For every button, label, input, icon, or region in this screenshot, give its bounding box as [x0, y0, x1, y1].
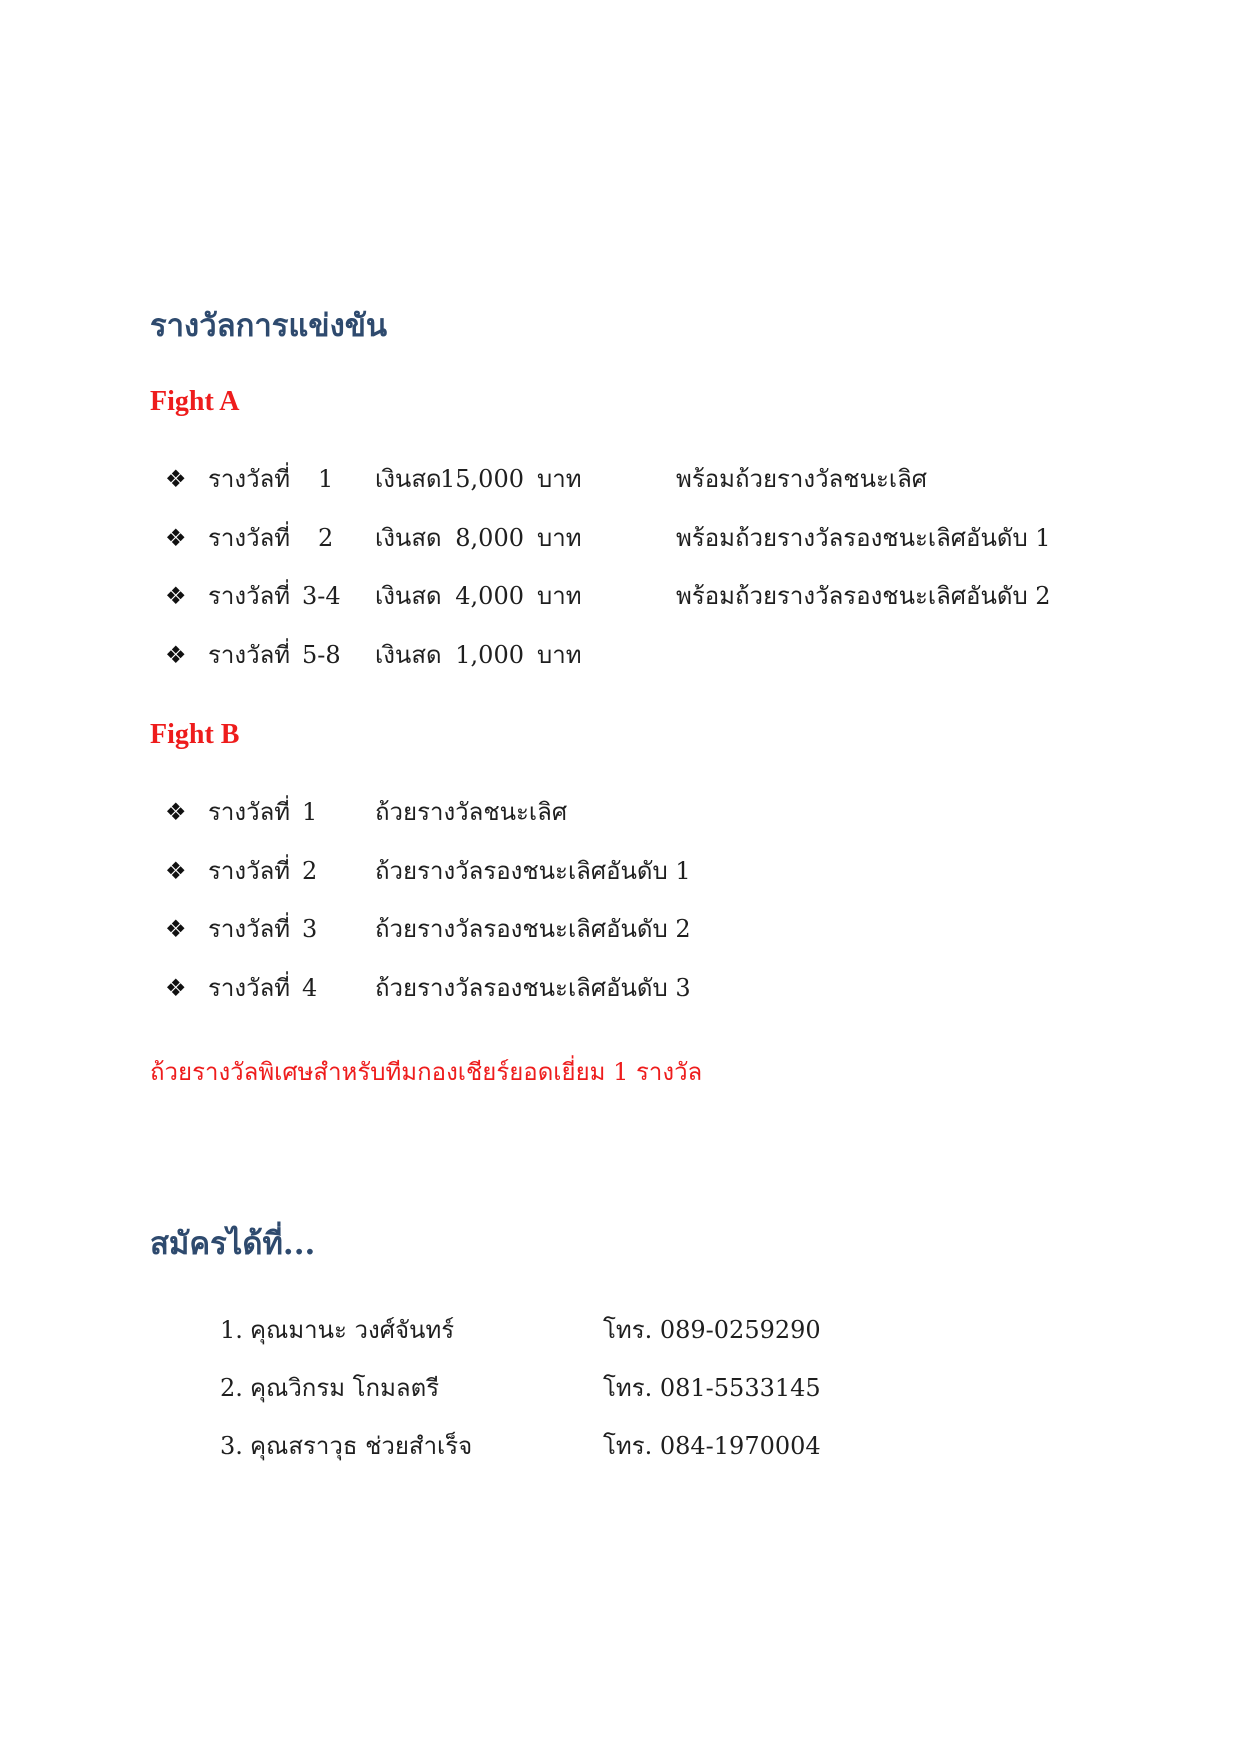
contact-index: 1. [220, 1316, 243, 1344]
prize-label: รางวัลที่ [208, 641, 291, 669]
diamond-bullet-icon: ❖ [165, 641, 187, 669]
trophy-description: ถ้วยรางวัลรองชนะเลิศอันดับ 3 [375, 974, 691, 1002]
contact-row [0, 1368, 1240, 1408]
contact-name: คุณวิกรม โกมลตรี [250, 1374, 440, 1402]
contact-index: 2. [220, 1374, 243, 1402]
fight-b-prize-row [0, 909, 1240, 949]
cash-amount: 8,000 [455, 524, 524, 552]
currency-unit: บาท [537, 524, 582, 552]
apply-section-title: สมัครได้ที่... [150, 1226, 316, 1262]
prize-number: 3-4 [302, 582, 341, 610]
prize-label: รางวัลที่ [208, 524, 291, 552]
diamond-bullet-icon: ❖ [165, 974, 187, 1002]
fight-b-prize-row [0, 851, 1240, 891]
prize-label: รางวัลที่ [208, 915, 291, 943]
currency-unit: บาท [537, 641, 582, 669]
prize-number: 3 [302, 915, 318, 943]
diamond-bullet-icon: ❖ [165, 582, 187, 610]
contact-name: คุณมานะ วงศ์จันทร์ [250, 1316, 455, 1344]
fight-b-prize-row [0, 968, 1240, 1008]
prize-label: รางวัลที่ [208, 582, 291, 610]
trophy-description: พร้อมถ้วยรางวัลรองชนะเลิศอันดับ 1 [676, 524, 1051, 552]
fight-a-prize-row [0, 635, 1240, 675]
contact-phone: โทร. 084-1970004 [603, 1432, 821, 1460]
prize-label: รางวัลที่ [208, 798, 291, 826]
fight-a-heading: Fight A [150, 386, 240, 417]
diamond-bullet-icon: ❖ [165, 798, 187, 826]
currency-unit: บาท [537, 582, 582, 610]
contact-name: คุณสราวุธ ช่วยสำเร็จ [250, 1432, 473, 1460]
currency-unit: บาท [537, 465, 582, 493]
trophy-description: ถ้วยรางวัลรองชนะเลิศอันดับ 1 [375, 857, 691, 885]
cash-label: เงินสด [375, 465, 442, 493]
prize-label: รางวัลที่ [208, 857, 291, 885]
fight-b-heading: Fight B [150, 719, 240, 750]
cash-amount: 4,000 [455, 582, 524, 610]
diamond-bullet-icon: ❖ [165, 524, 187, 552]
fight-a-prize-row [0, 576, 1240, 616]
prize-label: รางวัลที่ [208, 974, 291, 1002]
trophy-description: ถ้วยรางวัลรองชนะเลิศอันดับ 2 [375, 915, 691, 943]
prize-number: 5-8 [302, 641, 341, 669]
prize-number: 4 [302, 974, 318, 1002]
fight-b-prize-row [0, 792, 1240, 832]
cash-label: เงินสด [375, 524, 442, 552]
prize-number: 2 [302, 857, 318, 885]
contact-row [0, 1310, 1240, 1350]
trophy-description: พร้อมถ้วยรางวัลรองชนะเลิศอันดับ 2 [676, 582, 1051, 610]
trophy-description: ถ้วยรางวัลชนะเลิศ [375, 798, 568, 826]
fight-a-prize-row [0, 459, 1240, 499]
cash-label: เงินสด [375, 641, 442, 669]
contact-index: 3. [220, 1432, 243, 1460]
cash-amount: 1,000 [455, 641, 524, 669]
prize-number: 1 [318, 465, 334, 493]
diamond-bullet-icon: ❖ [165, 915, 187, 943]
prize-number: 2 [318, 524, 334, 552]
cash-amount: 15,000 [440, 465, 524, 493]
contact-phone: โทร. 089-0259290 [603, 1316, 821, 1344]
cash-label: เงินสด [375, 582, 442, 610]
fight-a-prize-row [0, 518, 1240, 558]
prizes-section-title: รางวัลการแข่งขัน [150, 308, 388, 344]
special-award-note: ถ้วยรางวัลพิเศษสำหรับทีมกองเชียร์ยอดเยี่ยม 1 รางวัล [150, 1058, 703, 1086]
contact-phone: โทร. 081-5533145 [603, 1374, 821, 1402]
contact-row [0, 1426, 1240, 1466]
trophy-description: พร้อมถ้วยรางวัลชนะเลิศ [676, 465, 928, 493]
diamond-bullet-icon: ❖ [165, 465, 187, 493]
prize-number: 1 [302, 798, 318, 826]
diamond-bullet-icon: ❖ [165, 857, 187, 885]
prize-label: รางวัลที่ [208, 465, 291, 493]
